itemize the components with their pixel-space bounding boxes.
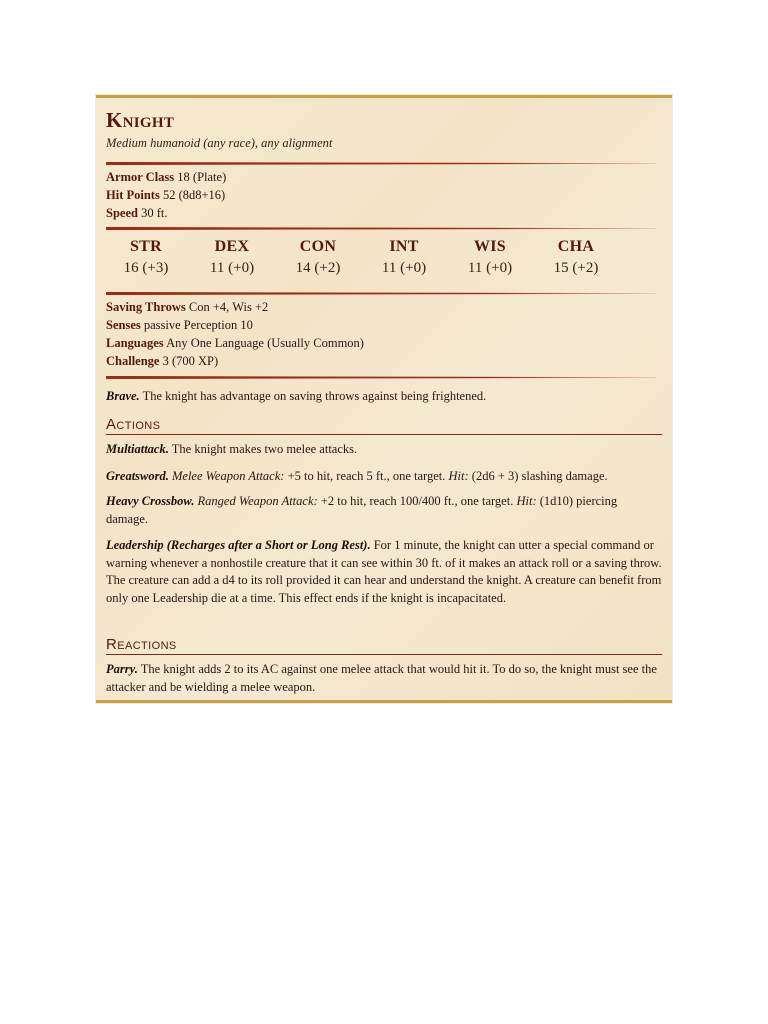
divider-abilities [106, 292, 656, 295]
monster-subtitle: Medium humanoid (any race), any alignment [106, 136, 333, 150]
armor-class-line [106, 170, 226, 185]
ability-str [106, 238, 186, 277]
divider-top [106, 162, 656, 165]
attack-text: +2 to hit, reach 100/400 ft., one target. [320, 494, 514, 508]
challenge-line [106, 354, 218, 369]
ability-label: INT [389, 238, 419, 255]
hit-label: Hit: [516, 494, 537, 508]
action-multiattack [106, 441, 662, 459]
hit-label: Hit: [448, 469, 469, 483]
armor-class-label: Armor Class [106, 170, 175, 184]
ability-label: WIS [473, 238, 507, 255]
challenge-label: Challenge [106, 354, 160, 368]
action-text: For 1 minute, the knight can utter a special command or warning whenever a nonhostile creature that it can see within 30 ft. of it makes an attack roll or a saving throw. The creature can add a d4 to its roll provided it can hear and understand the knight. A creature can benefit from only one Leadership die at a time. This effect ends if the knight is incapacitated. [106, 538, 662, 605]
languages-line [106, 336, 364, 351]
ability-cha [536, 238, 616, 277]
ability-label: CON [299, 238, 337, 255]
divider-core [106, 227, 656, 230]
action-name: Leadership (Recharges after a Short or Long Rest). [106, 538, 371, 552]
actions-heading: Actions [106, 416, 662, 435]
action-greatsword [106, 468, 662, 486]
attack-type: Melee Weapon Attack: [171, 469, 285, 483]
hit-points-line [106, 188, 225, 203]
ability-int [364, 238, 444, 277]
senses-value: passive Perception 10 [143, 318, 253, 332]
ability-value: 14 (+2) [295, 260, 341, 276]
attack-type: Ranged Weapon Attack: [197, 494, 318, 508]
ability-value: 11 (+0) [209, 260, 255, 276]
action-leadership [106, 537, 662, 607]
languages-value: Any One Language (Usually Common) [166, 336, 364, 350]
hit-points-value: 52 (8d8+16) [162, 188, 226, 202]
trait-text: The knight has advantage on saving throws against being frightened. [142, 389, 487, 403]
trait-name: Brave. [106, 389, 140, 403]
ability-value: 15 (+2) [553, 260, 599, 276]
senses-label: Senses [106, 318, 141, 332]
damage-text: (2d6 + 3) slashing damage. [471, 469, 608, 483]
hit-points-label: Hit Points [106, 188, 160, 202]
ability-con [278, 238, 358, 277]
reaction-text: The knight adds 2 to its AC against one melee attack that would hit it. To do so, the knight must see the attacker and be wielding a melee weapon. [106, 662, 657, 694]
speed-label: Speed [106, 206, 138, 220]
ability-value: 11 (+0) [381, 260, 427, 276]
ability-dex [192, 238, 272, 277]
monster-name: Knight [106, 108, 175, 132]
damage-text: (1d10) piercing damage. [106, 494, 618, 526]
speed-value: 30 ft. [141, 206, 168, 220]
action-text: The knight makes two melee attacks. [171, 442, 358, 456]
ability-wis [450, 238, 530, 277]
speed-line [106, 206, 167, 221]
divider-details [106, 376, 656, 379]
action-name: Greatsword. [106, 469, 169, 483]
action-name: Multiattack. [106, 442, 169, 456]
ability-label: STR [129, 238, 163, 255]
saving-throws-line [106, 300, 268, 315]
saving-throws-value: Con +4, Wis +2 [188, 300, 269, 314]
senses-line [106, 318, 253, 333]
ability-label: CHA [557, 238, 595, 255]
reaction-name: Parry. [106, 662, 138, 676]
ability-value: 11 (+0) [467, 260, 513, 276]
action-name: Heavy Crossbow. [106, 494, 195, 508]
trait-brave [106, 388, 662, 406]
stat-block [96, 95, 672, 703]
languages-label: Languages [106, 336, 164, 350]
ability-value: 16 (+3) [123, 260, 169, 276]
saving-throws-label: Saving Throws [106, 300, 186, 314]
challenge-value: 3 (700 XP) [162, 354, 219, 368]
action-heavy-crossbow [106, 493, 662, 528]
attack-text: +5 to hit, reach 5 ft., one target. [287, 469, 446, 483]
reactions-heading: Reactions [106, 636, 662, 655]
ability-label: DEX [214, 238, 250, 255]
reaction-parry [106, 661, 662, 696]
armor-class-value: 18 (Plate) [177, 170, 227, 184]
